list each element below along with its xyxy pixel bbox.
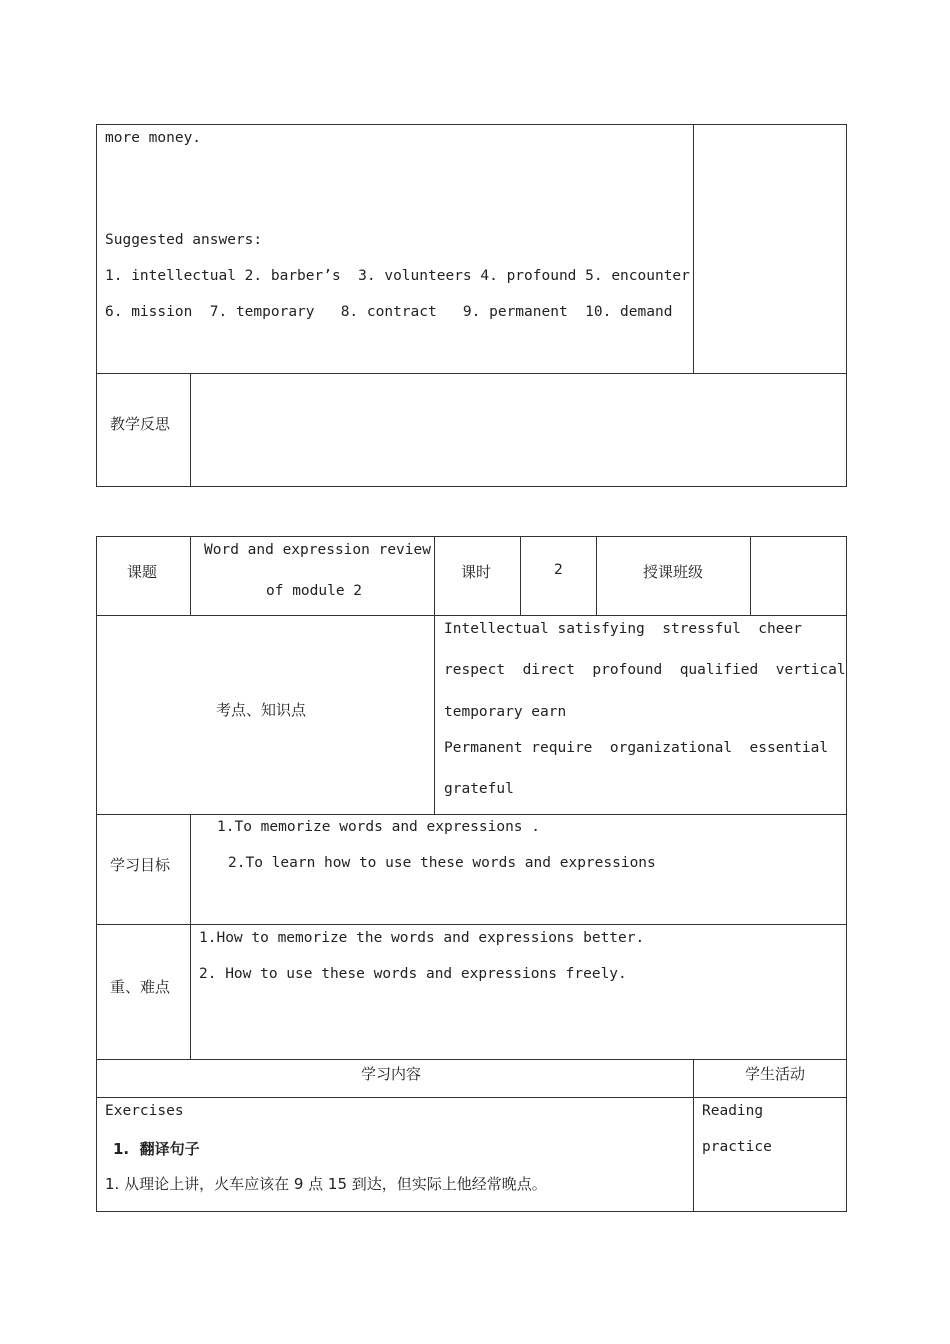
knowledge-line: Permanent require organizational essential: [444, 740, 829, 756]
activity-header: 学生活动: [745, 1065, 806, 1083]
objective-item: 2.To learn how to use these words and expressions: [228, 855, 656, 871]
reflection-label: 教学反思: [110, 415, 171, 433]
difficulty-item: 2. How to use these words and expressions freely.: [199, 966, 627, 982]
period-value: 2: [554, 562, 563, 578]
topic-label: 课题: [127, 563, 158, 581]
suggested-answers-title: Suggested answers:: [105, 232, 263, 248]
content-text: more money.: [105, 130, 202, 146]
knowledge-line: temporary earn: [444, 704, 567, 720]
knowledge-line: grateful: [444, 781, 514, 797]
exercises-title: Exercises: [105, 1103, 184, 1119]
difficulty-item: 1.How to memorize the words and expressions better.: [199, 930, 645, 946]
objectives-label: 学习目标: [110, 856, 171, 874]
answers-line: 1. intellectual 2. barber’s 3. volunteers 4. profound 5. encounter: [105, 268, 690, 284]
knowledge-line: Intellectual satisfying stressful cheer: [444, 621, 802, 637]
exercise-sentence: 1. 从理论上讲，火车应该在 9 点 15 到达，但实际上他经常晚点。: [105, 1175, 547, 1193]
period-label: 课时: [461, 563, 492, 581]
exercise-heading: 1. 翻译句子: [113, 1140, 200, 1158]
activity-text: Reading: [702, 1103, 764, 1119]
topic-title: of module 2: [266, 583, 363, 599]
difficulty-label: 重、难点: [110, 978, 171, 996]
class-label: 授课班级: [643, 563, 704, 581]
knowledge-label: 考点、知识点: [216, 701, 307, 719]
topic-title: Word and expression review: [204, 542, 431, 558]
content-header: 学习内容: [361, 1065, 422, 1083]
activity-text: practice: [702, 1139, 772, 1155]
knowledge-line: respect direct profound qualified vertical: [444, 662, 846, 678]
objective-item: 1.To memorize words and expressions .: [217, 819, 541, 835]
answers-line: 6. mission 7. temporary 8. contract 9. permanent 10. demand: [105, 304, 673, 320]
